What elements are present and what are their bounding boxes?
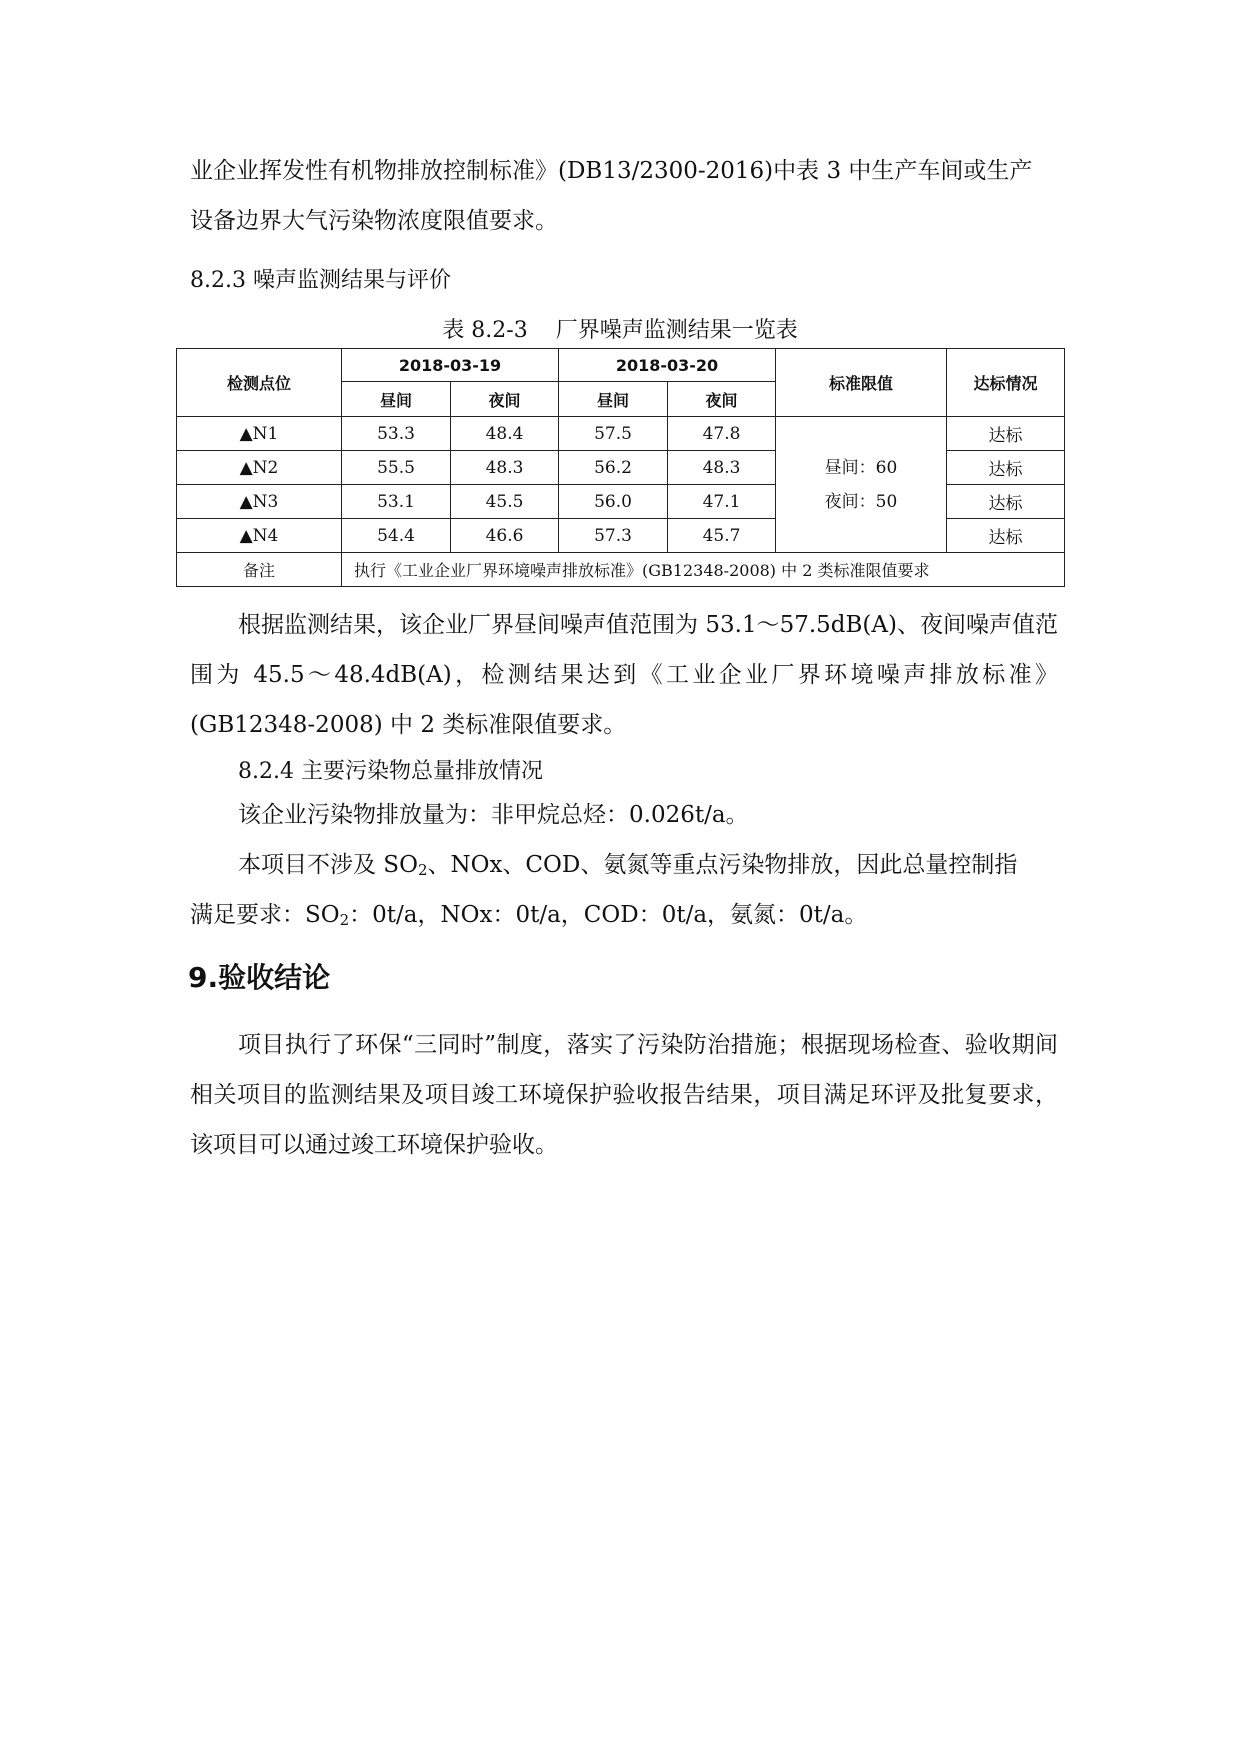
cell-value: 57.5 bbox=[559, 417, 668, 451]
conclusion-paragraph bbox=[190, 1020, 1058, 1170]
cell-value: 53.1 bbox=[342, 485, 451, 519]
cell-value: 48.4 bbox=[451, 417, 559, 451]
conclusion-text: 复要求，该项目可以通过竣工环境保护验收。 bbox=[190, 1082, 1059, 1158]
intro-line: 业企业挥发性有机物排放控制标准》(DB13/2300-2016)中表 3 中生产车间或生产 bbox=[190, 158, 1033, 184]
total-control-paragraph bbox=[190, 840, 1058, 940]
note-label: 备注 bbox=[177, 553, 342, 587]
table-caption-number: 表 8.2-3 bbox=[442, 318, 528, 343]
cell-point: ▲N3 bbox=[177, 485, 342, 519]
total-control-text: ：0t/a，NOx：0t/a，COD：0t/a，氨氮：0t/a。 bbox=[349, 902, 868, 928]
cell-value: 56.2 bbox=[559, 451, 668, 485]
noise-conclusion-text: 根据监测结果，该企业厂界昼间噪声值范围为 53.1～57.5dB(A)、夜间噪声 bbox=[238, 612, 1012, 638]
subscript: 2 bbox=[417, 861, 428, 879]
cell-result: 达标 bbox=[947, 485, 1065, 519]
cell-result: 达标 bbox=[947, 519, 1065, 553]
note-text: 执行《工业企业厂界环境噪声排放标准》(GB12348-2008) 中 2 类标准限值要求 bbox=[342, 553, 1065, 587]
total-control-line bbox=[190, 890, 1058, 940]
table-caption bbox=[0, 316, 1240, 346]
cell-point: ▲N2 bbox=[177, 451, 342, 485]
cell-value: 45.5 bbox=[451, 485, 559, 519]
section-heading-8-2-4: 8.2.4 主要污染物总量排放情况 bbox=[238, 759, 543, 784]
header-day: 昼间 bbox=[342, 382, 451, 417]
header-date-1: 2018-03-19 bbox=[342, 349, 559, 382]
header-point: 检测点位 bbox=[177, 349, 342, 417]
total-control-line bbox=[190, 840, 1058, 890]
noise-conclusion-text: 值范围为 45.5～48.4dB(A)，检测结果达到《工业企业厂界环境噪声排放标准》 bbox=[190, 612, 1059, 688]
section-heading-8-2-3: 8.2.3 噪声监测结果与评价 bbox=[190, 268, 451, 293]
cell-result: 达标 bbox=[947, 451, 1065, 485]
header-day: 昼间 bbox=[559, 382, 668, 417]
header-night: 夜间 bbox=[668, 382, 776, 417]
cell-value: 47.1 bbox=[668, 485, 776, 519]
total-control-text: 、NOx、COD、氨氮等重点污染物排放，因此总量控制指 bbox=[427, 852, 1018, 878]
cell-standard-limit bbox=[776, 417, 947, 553]
cell-point: ▲N4 bbox=[177, 519, 342, 553]
total-control-text: 本项目不涉及 SO bbox=[238, 852, 418, 878]
cell-value: 47.8 bbox=[668, 417, 776, 451]
conclusion-text: 项目执行了环保“三同时”制度，落实了污染防治措施；根据现场检查、验收 bbox=[238, 1032, 1012, 1058]
cell-value: 53.3 bbox=[342, 417, 451, 451]
noise-conclusion-paragraph bbox=[190, 600, 1058, 750]
subscript: 2 bbox=[339, 911, 350, 929]
standard-day: 昼间：60 bbox=[824, 457, 898, 478]
cell-value: 55.5 bbox=[342, 451, 451, 485]
table-header-row bbox=[177, 349, 1065, 382]
total-control-text: 满足要求：SO bbox=[190, 902, 340, 928]
cell-value: 57.3 bbox=[559, 519, 668, 553]
table-note-row bbox=[177, 553, 1065, 587]
header-compliance: 达标情况 bbox=[947, 349, 1065, 417]
cell-point: ▲N1 bbox=[177, 417, 342, 451]
noise-conclusion-text: (GB12348-2008) 中 2 类标准限值要求。 bbox=[190, 712, 627, 738]
header-night: 夜间 bbox=[451, 382, 559, 417]
conclusion-text: 期间相关项目的监测结果及项目竣工环境保护验收报告结果，项目满足环评及批 bbox=[190, 1032, 1058, 1108]
table-row bbox=[177, 417, 1065, 451]
standard-night: 夜间：50 bbox=[824, 491, 898, 512]
section-heading-9: 9.验收结论 bbox=[188, 961, 331, 994]
cell-result: 达标 bbox=[947, 417, 1065, 451]
table-caption-title: 厂界噪声监测结果一览表 bbox=[555, 318, 798, 343]
header-standard: 标准限值 bbox=[776, 349, 947, 417]
noise-results-table bbox=[176, 348, 1065, 587]
cell-value: 48.3 bbox=[451, 451, 559, 485]
cell-value: 46.6 bbox=[451, 519, 559, 553]
intro-line: 设备边界大气污染物浓度限值要求。 bbox=[190, 208, 558, 234]
cell-value: 45.7 bbox=[668, 519, 776, 553]
cell-value: 54.4 bbox=[342, 519, 451, 553]
cell-value: 56.0 bbox=[559, 485, 668, 519]
cell-value: 48.3 bbox=[668, 451, 776, 485]
header-date-2: 2018-03-20 bbox=[559, 349, 776, 382]
intro-paragraph bbox=[190, 146, 1058, 246]
emission-paragraph: 该企业污染物排放量为：非甲烷总烃：0.026t/a。 bbox=[238, 802, 749, 828]
